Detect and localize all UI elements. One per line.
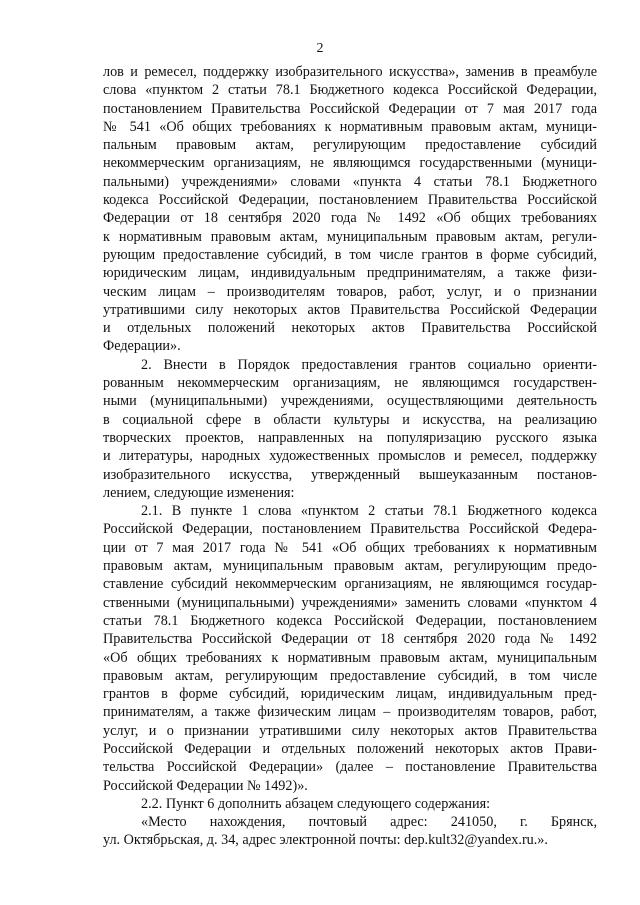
- text-line: «Об общих требованиях к нормативным правовым актам, муниципальным: [103, 649, 597, 666]
- paragraph-quoted-address: [103, 813, 597, 850]
- text-line: некоммерческим организациям, не являющимся государственными (муници-: [103, 155, 597, 172]
- text-line: пальными) учреждениями» словами «пункта 4 статьи 78.1 Бюджетного: [103, 173, 597, 190]
- text-line: тельства Российской Федерации» (далее – постановление Правительства: [103, 759, 597, 776]
- text-line: правовым актам, муниципальным правовым актам, регулирующим предо-: [103, 558, 597, 575]
- text-line: Федерации от 18 сентября 2020 года № 1492 «Об общих требованиях: [103, 210, 597, 227]
- text-line: ственными (муниципальными) учреждениями» заменить словами «пунктом 4: [103, 594, 597, 611]
- text-line: грантов в форме субсидий, юридическим лицам, индивидуальным пред-: [103, 686, 597, 703]
- paragraph-preamble-change: [103, 63, 597, 356]
- text-line: творческих проектов, направленных на популяризацию русского языка: [103, 429, 597, 446]
- text-line: ными (муниципальными) учреждениями, осуществляющими деятельность: [103, 393, 597, 410]
- text-line: ставление субсидий некоммерческим организациям, не являющимся государ-: [103, 576, 597, 593]
- text-line: статьи 78.1 Бюджетного кодекса Российской Федерации, постановлением: [103, 612, 597, 629]
- text-line: рующим предоставление субсидий, в том числе грантов в форме субсидий,: [103, 246, 597, 263]
- text-line: услуг, и о признании утратившими силу некоторых актов Правительства: [103, 722, 597, 739]
- text-line: утратившими силу некоторых актов Правительства Российской Федерации: [103, 301, 597, 318]
- text-line: юридическим лицам, индивидуальным предпринимателям, а также физи-: [103, 265, 597, 282]
- text-line: в социальной сфере в области культуры и искусства, на реализацию: [103, 411, 597, 428]
- text-line: Федерации».: [103, 338, 181, 355]
- text-line: пальным правовым актам, регулирующим предоставление субсидий: [103, 137, 597, 154]
- text-line: рованным некоммерческим организациям, не являющимся государствен-: [103, 375, 597, 392]
- text-line: 2. Внести в Порядок предоставления грантов социально ориенти-: [141, 356, 597, 373]
- text-line: ции от 7 мая 2017 года № 541 «Об общих требованиях к нормативным: [103, 539, 597, 556]
- text-line: № 541 «Об общих требованиях к нормативным правовым актам, муници-: [103, 118, 597, 135]
- text-line: к нормативным правовым актам, муниципальным правовым актам, регули-: [103, 228, 597, 245]
- text-line: Правительства Российской Федерации от 18 сентября 2020 года № 1492: [103, 631, 597, 648]
- text-line: принимателям, а также физическим лицам – производителям товаров, работ,: [103, 704, 597, 721]
- text-line: постановлением Правительства Российской Федерации от 7 мая 2017 года: [103, 100, 597, 117]
- paragraph-item-2: [103, 356, 597, 502]
- page-number: 2: [316, 41, 324, 56]
- text-line: ул. Октябрьская, д. 34, адрес электронной почты: dep.kult32@yandex.ru.».: [103, 832, 548, 849]
- text-line: Российской Федерации и отдельных положений некоторых актов Прави-: [103, 740, 597, 757]
- text-line: правовым актам, регулирующим предоставление субсидий, в том числе: [103, 667, 597, 684]
- text-line: ческим лицам – производителям товаров, работ, услуг, и о признании: [103, 283, 597, 300]
- text-line: лением, следующие изменения:: [103, 484, 295, 501]
- text-line: 2.2. Пункт 6 дополнить абзацем следующего содержания:: [141, 795, 491, 812]
- text-line: Российской Федерации № 1492)».: [103, 777, 308, 794]
- paragraph-item-2-1: [103, 502, 597, 795]
- text-line: и отдельных положений некоторых актов Правительства Российской: [103, 320, 597, 337]
- paragraph-item-2-2: [103, 795, 597, 813]
- text-line: кодекса Российской Федерации, постановлением Правительства Российской: [103, 192, 597, 209]
- text-line: 2.1. В пункте 1 слова «пунктом 2 статьи 78.1 Бюджетного кодекса: [141, 503, 597, 520]
- text-line: Российской Федерации, постановлением Правительства Российской Федера-: [103, 521, 597, 538]
- text-line: «Место нахождения, почтовый адрес: 241050, г. Брянск,: [141, 814, 597, 831]
- text-line: изобразительного искусства, утвержденный вышеуказанным постанов-: [103, 466, 597, 483]
- document-body: [103, 63, 597, 850]
- text-line: лов и ремесел, поддержку изобразительного искусства», заменив в преамбуле: [103, 64, 597, 80]
- text-line: слова «пунктом 2 статьи 78.1 Бюджетного кодекса Российской Федерации,: [103, 82, 597, 99]
- text-line: и литературы, народных художественных промыслов и ремесел, поддержку: [103, 448, 597, 465]
